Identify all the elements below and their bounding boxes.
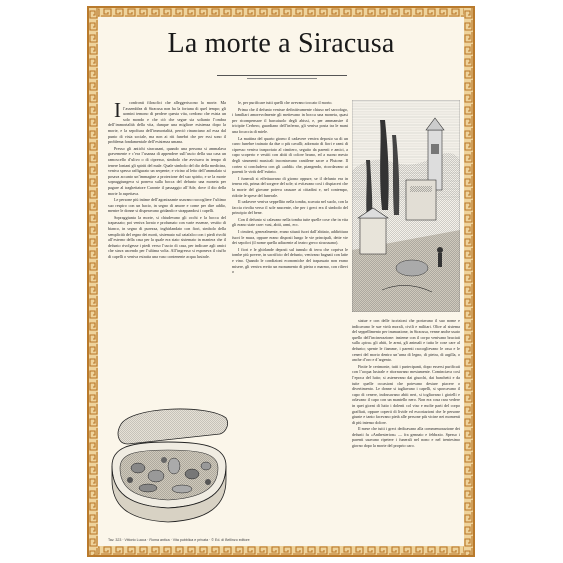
paragraph: Il mese che tutti i greci dedicavano alla commemorazione dei defunti fu «Anthesterion» — fra gennaio e febbraio. Spesso i parenti usavano ripetere i funerali nel nono e nel trentesimo giorno dopo la morte del proprio caro.	[352, 426, 460, 449]
page-footer: Tav. 323 · Vittorio Lucca · Roma antica · Vita pubblica e privata · © Ed. di Bellinzo editore	[108, 538, 250, 542]
text-column-2-continued	[232, 405, 348, 535]
cemetery-engraving-illustration	[352, 100, 460, 312]
title-rule	[217, 75, 347, 76]
paragraph: Con il defunto si calavano nella tomba tutte quelle cose che in vita gli erano state care: vasi, abiti, armi, ecc.	[232, 216, 348, 228]
paragraph: Finite le cerimonie, tutti i partecipanti, dopo essersi purificati con l’acqua lustrale e ritornavano mestamente. Cominciava così l’epoca del lutto; si astenevano dai giuochi, dai banchetti e da tutte quelle occasioni che potevano destare piacere o divertimento. Le donne si tagliavano i capelli, si sporcavano il capo di cenere, indossavano abiti neri, si togliavano i gioielli e orlavano il capo con un mantello nero. Non era cosa rara vedere in quei giorni di lutto i dolenti col viso e molte parti del corpo graffiati, oppure coperti di livide ed escoriazioni che le persone giunte e tanto facevano pietà alle persone più vicine nei momenti di più intenso dolore.	[352, 363, 460, 425]
paragraph: statue e con delle iscrizioni che portavano il suo nome e indicavano le sue virtù morali, civili e militari. Oltre al sistema del seppellimento per inumazione, in Siracusa, venne anche usato quello dell’incinerazione: insieme con il corpo venivano bruciati sulla «pira» gli abiti, le armi, gli animali e tutta le cose care al defunto; spente le fiamme, i parenti raccoglievano le ossa e le ceneri del morto dentro un’urna di legno, di pietra, di argilla, o anche d’oro e d’argento.	[352, 318, 460, 363]
paragraph: I cimiteri, generalmente, erano situati fuori dall’abitato, addirittura fuori le mura, oppure erano disposti lungo le vie principali, dette vie dei sepolcri (il nome quella adiacente al teatro greco siracusano).	[232, 229, 348, 246]
paragraph: I funerali si effettuavano di giorno oppure, se il defunto era in tenera età, prima del sorgere del sole; si evitavano così i dispiaceri che la morte del giovane poteva causare ai cittadini e, nel contempo, ridotte le spese del funerale.	[232, 175, 348, 198]
text-column-1	[108, 100, 226, 400]
paragraph: La mattina del quarto giorno il cadavere veniva deposto su di un carro funebre trainato da due o più cavalli; adornato di fiori e rami di cipresso veniva trasportato al cimitero, seguito da parenti e amici, a capo scoperto e vestiti con abiti di colore bruno, ed a suono mesto degli strumenti musicali incontravano cantilene sacre a Plutone. Il corteo si concludeva con gli «addii» che, piangendo, ricordavano ai parenti le virtù dell’estinto.	[232, 135, 348, 175]
paragraph: Prima che il defunto venisse definitivamente chiuso nel sarcofago, i familiari amorevolmente gli mettevano in bocca una moneta, quasi per ricompensare il barcaiuolo degli abissi, e, per ammansire il tricipite Cerbero, guardiano dell’inferno, gli veniva posta tra le mani una focaccia di miele.	[232, 106, 348, 134]
paragraph: I fiori e le ghirlande deposti sul tumulo di terra che copriva le tombe più povere, in sacrificio del defunto, venivano bagnati con latte e vino. Quando le condizioni economiche del trapassato non erano misere, gli veniva eretto un monumento di pietra o marmo, con rilievi o	[232, 246, 348, 275]
paragraph: Il cadavere veniva seppellito nella tomba, scavata nel suolo, con la faccia rivolta verso il sole nascente, che per i greci era il simbolo del principio del bene.	[232, 199, 348, 216]
page-title: La morte a Siracusa	[167, 28, 395, 59]
paragraph: confronti filosofici che alleggeriscono la morte. Ma l’assemblea di Siracusa non ha la fortuna di quel tempo; gli uomini temono di perdere questa vita, credono che esista un solo mondo e che ciò che segue sia soltanto l’ombra dell’immortalità della vita, dunque una migliore esistenza dopo la morte, e la sepoltura dell’immortalità, perciò rinunciano ad essa dal punto di vista sociale, ma non ai riti funebri che per essi sono il problema fondamentale dell’esistenza umana.	[108, 100, 226, 145]
paragraph: le, per purificare tutti quelli che avevano toccato il morto.	[238, 100, 333, 105]
paragraph: Le persone più intime dell’agonizzante usavano raccogliere l’ultimo suo respiro con un bacio, in segno di amore e come per dire addio, mentre le donne si disperavano gridando e strappandosi i capelli.	[108, 197, 226, 214]
drop-cap: I	[114, 100, 121, 122]
sarcophagus-illustration	[108, 396, 230, 534]
paragraph: Presso gli antichi siracusani, quando una persona si ammalava gravemente e c’era l’usanza di appendere sull’uscio della sua casa un ramoscello d’ulivo o di cipresso, simbolo che avvisava in tempo di tenere lontani gli spiriti del male. Quale simbolo del dio della medicina, veniva spesso raffigurato un serpente; e vicino al letto dell’ammalato si posava accanto un’immagine a protezione del suo spirito, e se la morte sopraggiungeva si poneva sulla bocca del defunto una moneta per pagare al traghettatore Caronte il passaggio all’Ade, dove il dio della morte lo aspettava.	[108, 145, 226, 196]
paragraph: Sopraggiunta la morte, si chiudevano gli occhi e la bocca del trapassato; poi veniva lavato e profumato con varie essenze, vestito di bianco, in segno di purezza, inghirlandato con fiori, simbolo della semplicità del regno dei morti, sistemato sul catafalco con i piedi rivolti all’esterno della casa per la quale era stato sistemato in maniera che il defunto rivolgesse i piedi verso l’uscio di casa, per indicare agli amici che stava uscendo per l’ultima volta. All’ingresso si esponeva il ciuffo di capelli o veniva estratta una vaso contenente acqua lustrale.	[108, 214, 226, 260]
text-column-3	[352, 318, 460, 538]
text-column-2	[232, 100, 348, 405]
title-rule-short	[247, 78, 317, 79]
